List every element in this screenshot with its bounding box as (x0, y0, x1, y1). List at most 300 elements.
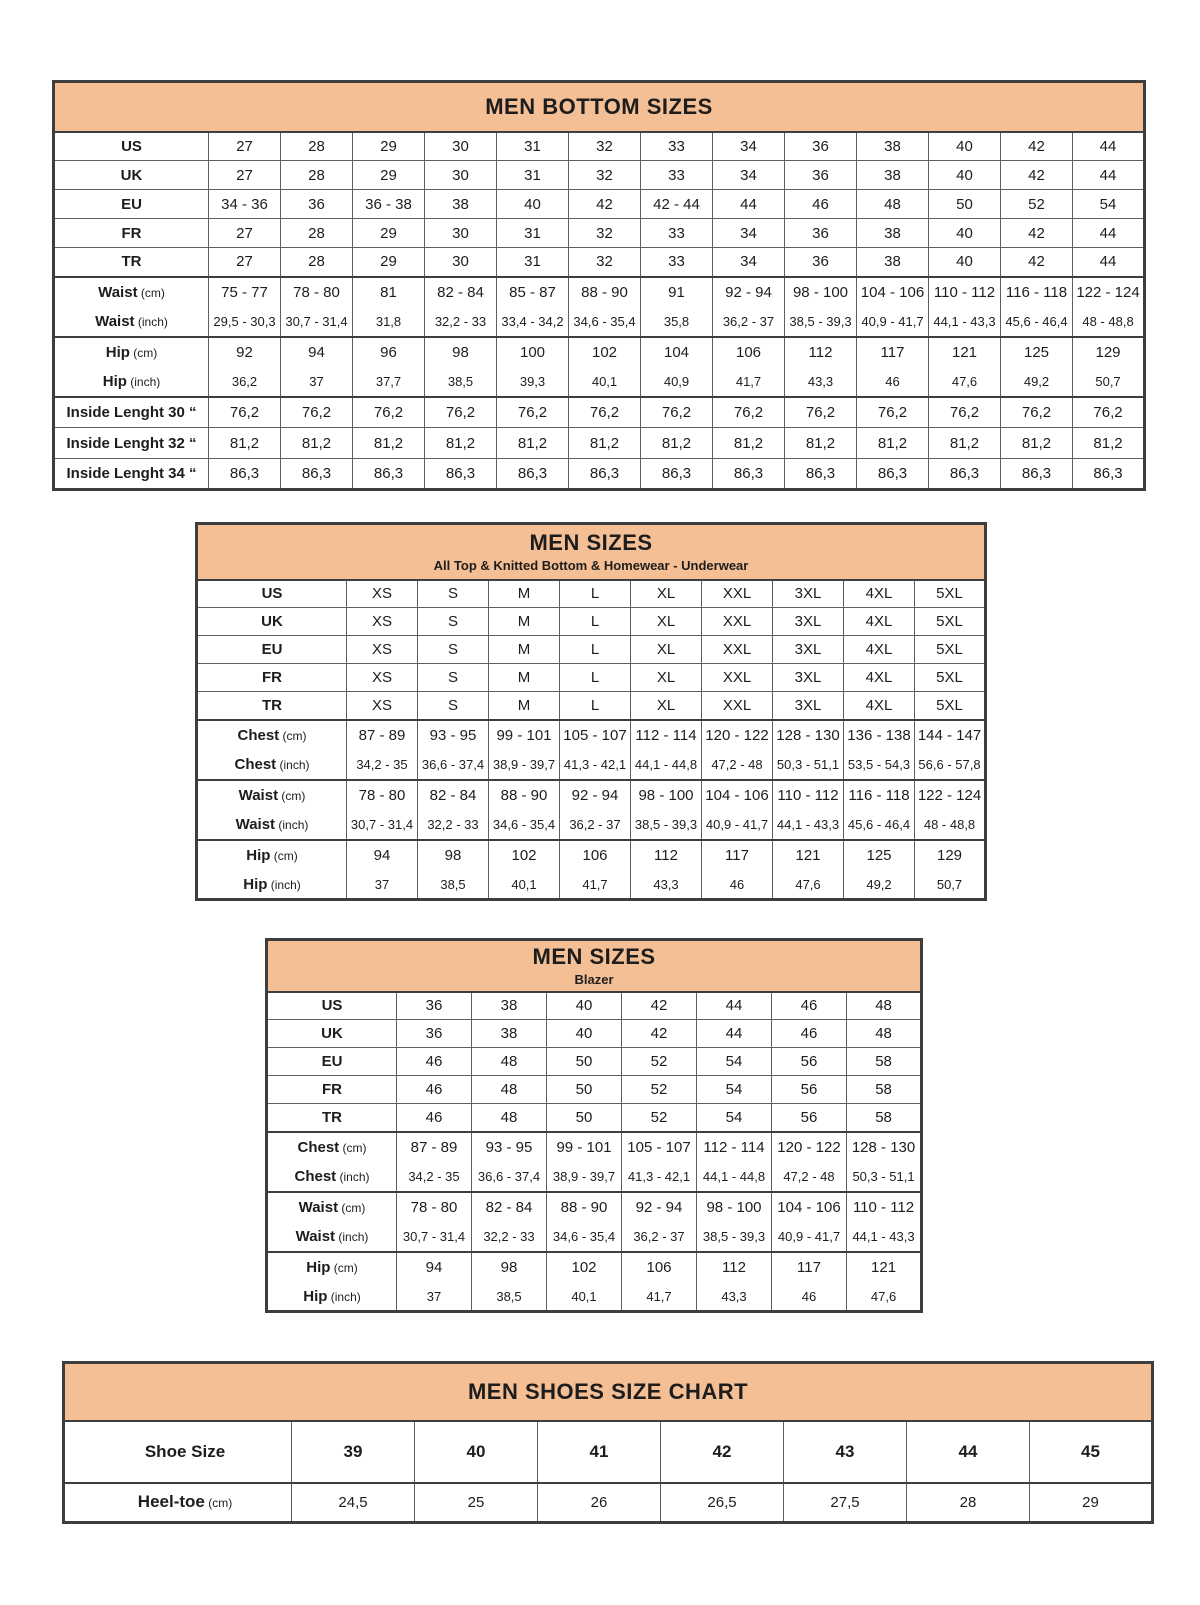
value-cell: 4XL (844, 580, 915, 608)
value-cell: 44 (697, 1020, 772, 1048)
value-cell: M (489, 580, 560, 608)
value-cell: 98 - 100 (631, 780, 702, 811)
value-cell: 110 - 112 (773, 780, 844, 811)
value-cell: 86,3 (425, 459, 497, 490)
value-cell: 44 (907, 1421, 1030, 1483)
value-cell: 42 (622, 1020, 697, 1048)
value-cell: 42 (1001, 132, 1073, 161)
row-label (267, 1192, 397, 1223)
row-label (54, 397, 209, 428)
value-cell: 86,3 (209, 459, 281, 490)
value-cell: 4XL (844, 636, 915, 664)
value-cell: XS (347, 608, 418, 636)
value-cell: 129 (915, 840, 986, 871)
row-label-text: TR (262, 696, 282, 714)
row-label-text: Chest (294, 1168, 337, 1185)
value-cell: 40 (929, 161, 1001, 190)
value-cell: 38,5 (418, 871, 489, 900)
value-cell: 50 (929, 190, 1001, 219)
men-bottom-sizes-header (54, 82, 1145, 132)
value-cell: 33 (641, 219, 713, 248)
row-label-text: TR (121, 253, 142, 271)
value-cell: 31 (497, 219, 569, 248)
value-cell: 128 - 130 (773, 720, 844, 751)
value-cell: 78 - 80 (281, 277, 353, 308)
value-cell: 75 - 77 (209, 277, 281, 308)
value-cell: 36,2 - 37 (713, 308, 785, 337)
value-cell: 48 (472, 1076, 547, 1104)
value-cell: 86,3 (785, 459, 857, 490)
value-cell: 98 (425, 337, 497, 368)
value-cell: S (418, 608, 489, 636)
value-cell: 56,6 - 57,8 (915, 751, 986, 780)
value-cell: 121 (929, 337, 1001, 368)
row-label (54, 368, 209, 397)
value-cell: 48 - 48,8 (1073, 308, 1145, 337)
row-label (267, 992, 397, 1020)
value-cell: 42 (622, 992, 697, 1020)
value-cell: 36,6 - 37,4 (472, 1163, 547, 1192)
value-cell: 38 (857, 219, 929, 248)
row-label-text: Hip (246, 847, 271, 864)
value-cell: 92 (209, 337, 281, 368)
value-cell: 36 (785, 248, 857, 277)
value-cell: XS (347, 664, 418, 692)
row-label (267, 1104, 397, 1132)
value-cell: 40,9 - 41,7 (702, 811, 773, 840)
value-cell: 34 (713, 248, 785, 277)
value-cell: 94 (397, 1252, 472, 1283)
row-label-text: FR (121, 224, 142, 242)
value-cell: 40 (497, 190, 569, 219)
value-cell: S (418, 692, 489, 720)
value-cell: 32 (569, 248, 641, 277)
value-cell: 86,3 (1073, 459, 1145, 490)
value-cell: XL (631, 580, 702, 608)
value-cell: 45,6 - 46,4 (844, 811, 915, 840)
value-cell: S (418, 636, 489, 664)
men-sizes-tops-header (197, 524, 986, 580)
value-cell: 58 (847, 1104, 922, 1132)
value-cell: 47,2 - 48 (702, 751, 773, 780)
value-cell: 52 (1001, 190, 1073, 219)
table-title: MEN BOTTOM SIZES (485, 93, 713, 119)
value-cell: 112 (697, 1252, 772, 1283)
value-cell: 81,2 (569, 428, 641, 459)
value-cell: 44,1 - 43,3 (847, 1223, 922, 1252)
row-label (64, 1421, 292, 1483)
value-cell: 106 (560, 840, 631, 871)
value-cell: 44 (1073, 248, 1145, 277)
row-label (54, 337, 209, 368)
value-cell: L (560, 636, 631, 664)
value-cell: 38 (425, 190, 497, 219)
row-label-text: Inside Lenght 30 “ (66, 403, 197, 421)
value-cell: 42 (569, 190, 641, 219)
value-cell: 3XL (773, 664, 844, 692)
value-cell: 29 (353, 219, 425, 248)
value-cell: 129 (1073, 337, 1145, 368)
value-cell: 37 (281, 368, 353, 397)
value-cell: 34 (713, 219, 785, 248)
value-cell: 48 (472, 1048, 547, 1076)
value-cell: XS (347, 636, 418, 664)
value-cell: 38 (472, 992, 547, 1020)
value-cell: 38 (857, 161, 929, 190)
value-cell: 49,2 (844, 871, 915, 900)
value-cell: 81,2 (785, 428, 857, 459)
value-cell: 5XL (915, 664, 986, 692)
value-cell: 28 (281, 219, 353, 248)
value-cell: 81,2 (857, 428, 929, 459)
value-cell: 98 - 100 (697, 1192, 772, 1223)
row-label (54, 248, 209, 277)
value-cell: 41 (538, 1421, 661, 1483)
value-cell: 88 - 90 (569, 277, 641, 308)
value-cell: 76,2 (353, 397, 425, 428)
value-cell: 27 (209, 132, 281, 161)
value-cell: 31 (497, 132, 569, 161)
value-cell: 43,3 (785, 368, 857, 397)
value-cell: 44,1 - 44,8 (697, 1163, 772, 1192)
row-label-text: TR (322, 1108, 342, 1126)
value-cell: 144 - 147 (915, 720, 986, 751)
row-label-text: Hip (306, 1259, 331, 1276)
value-cell: 48 (847, 992, 922, 1020)
value-cell: 86,3 (569, 459, 641, 490)
value-cell: L (560, 580, 631, 608)
row-label (267, 1132, 397, 1163)
value-cell: 136 - 138 (844, 720, 915, 751)
value-cell: 27 (209, 219, 281, 248)
row-label (197, 811, 347, 840)
row-label-unit: (cm) (338, 1201, 366, 1215)
value-cell: 30 (425, 161, 497, 190)
value-cell: 32 (569, 161, 641, 190)
value-cell: 56 (772, 1048, 847, 1076)
row-label (197, 608, 347, 636)
value-cell: 82 - 84 (472, 1192, 547, 1223)
value-cell: 33 (641, 161, 713, 190)
value-cell: 99 - 101 (547, 1132, 622, 1163)
value-cell: 87 - 89 (397, 1132, 472, 1163)
value-cell: 56 (772, 1104, 847, 1132)
value-cell: 27,5 (784, 1483, 907, 1523)
value-cell: 128 - 130 (847, 1132, 922, 1163)
row-label-text: FR (322, 1081, 342, 1098)
value-cell: 110 - 112 (929, 277, 1001, 308)
value-cell: 40,9 (641, 368, 713, 397)
value-cell: 38,5 (425, 368, 497, 397)
value-cell: 38,5 (472, 1283, 547, 1312)
value-cell: 48 (472, 1104, 547, 1132)
row-label (197, 751, 347, 780)
value-cell: 91 (641, 277, 713, 308)
row-label-unit: (inch) (336, 1170, 370, 1184)
value-cell: 4XL (844, 664, 915, 692)
row-label-unit: (inch) (134, 315, 168, 329)
value-cell: 42 (1001, 161, 1073, 190)
value-cell: 116 - 118 (844, 780, 915, 811)
row-label-unit: (cm) (270, 849, 298, 863)
value-cell: 27 (209, 161, 281, 190)
value-cell: 104 - 106 (857, 277, 929, 308)
value-cell: 88 - 90 (547, 1192, 622, 1223)
row-label (197, 636, 347, 664)
row-label (197, 871, 347, 900)
value-cell: 44 (1073, 219, 1145, 248)
value-cell: 43,3 (697, 1283, 772, 1312)
value-cell: 50 (547, 1048, 622, 1076)
value-cell: 29 (353, 161, 425, 190)
row-label (197, 664, 347, 692)
value-cell: 117 (772, 1252, 847, 1283)
value-cell: 32 (569, 219, 641, 248)
value-cell: 24,5 (292, 1483, 415, 1523)
value-cell: 81,2 (929, 428, 1001, 459)
value-cell: 34,6 - 35,4 (569, 308, 641, 337)
value-cell: XS (347, 692, 418, 720)
row-label (267, 1163, 397, 1192)
value-cell: 102 (489, 840, 560, 871)
value-cell: 50 (547, 1104, 622, 1132)
value-cell: 86,3 (929, 459, 1001, 490)
value-cell: 76,2 (785, 397, 857, 428)
value-cell: 36 (397, 1020, 472, 1048)
value-cell: 38 (857, 248, 929, 277)
row-label-text: Chest (237, 727, 280, 744)
value-cell: 76,2 (569, 397, 641, 428)
value-cell: 30 (425, 248, 497, 277)
value-cell: XXL (702, 692, 773, 720)
value-cell: 46 (785, 190, 857, 219)
value-cell: 52 (622, 1048, 697, 1076)
value-cell: 39 (292, 1421, 415, 1483)
value-cell: 81,2 (353, 428, 425, 459)
value-cell: 28 (281, 132, 353, 161)
row-label (54, 219, 209, 248)
value-cell: 81,2 (713, 428, 785, 459)
value-cell: 40 (929, 219, 1001, 248)
value-cell: 87 - 89 (347, 720, 418, 751)
value-cell: 92 - 94 (713, 277, 785, 308)
value-cell: 76,2 (425, 397, 497, 428)
value-cell: 44 (1073, 132, 1145, 161)
value-cell: 81,2 (497, 428, 569, 459)
value-cell: 125 (844, 840, 915, 871)
value-cell: 94 (281, 337, 353, 368)
value-cell: 46 (702, 871, 773, 900)
value-cell: 86,3 (713, 459, 785, 490)
value-cell: 33,4 - 34,2 (497, 308, 569, 337)
value-cell: 82 - 84 (425, 277, 497, 308)
row-label-text: Inside Lenght 34 “ (66, 465, 197, 482)
value-cell: 38,5 - 39,3 (785, 308, 857, 337)
value-cell: 38,5 - 39,3 (631, 811, 702, 840)
value-cell: 3XL (773, 580, 844, 608)
row-label-unit: (cm) (204, 1496, 233, 1511)
row-label (54, 459, 209, 490)
value-cell: 34,2 - 35 (397, 1163, 472, 1192)
value-cell: 99 - 101 (489, 720, 560, 751)
value-cell: 105 - 107 (622, 1132, 697, 1163)
row-label-text: UK (261, 613, 283, 630)
row-label-unit: (cm) (339, 1141, 367, 1155)
value-cell: 27 (209, 248, 281, 277)
value-cell: 31 (497, 161, 569, 190)
value-cell: 30,7 - 31,4 (397, 1223, 472, 1252)
men-bottom-sizes-table (52, 80, 1146, 491)
value-cell: 45,6 - 46,4 (1001, 308, 1073, 337)
value-cell: 40,1 (569, 368, 641, 397)
value-cell: 54 (697, 1104, 772, 1132)
value-cell: 38,9 - 39,7 (489, 751, 560, 780)
value-cell: M (489, 636, 560, 664)
value-cell: XL (631, 608, 702, 636)
value-cell: XXL (702, 580, 773, 608)
men-shoes-size-chart-table (62, 1361, 1154, 1524)
row-label-text: Heel-toe (137, 1492, 205, 1512)
row-label (54, 161, 209, 190)
value-cell: 41,7 (560, 871, 631, 900)
value-cell: 31 (497, 248, 569, 277)
value-cell: 92 - 94 (560, 780, 631, 811)
row-label-text: Inside Lenght 32 “ (66, 434, 197, 452)
value-cell: 54 (1073, 190, 1145, 219)
value-cell: 98 (418, 840, 489, 871)
value-cell: 92 - 94 (622, 1192, 697, 1223)
value-cell: 86,3 (1001, 459, 1073, 490)
row-label (267, 1283, 397, 1312)
value-cell: 42 (661, 1421, 784, 1483)
value-cell: 45 (1030, 1421, 1153, 1483)
value-cell: 3XL (773, 636, 844, 664)
row-label-text: Hip (105, 344, 130, 361)
value-cell: 36 - 38 (353, 190, 425, 219)
value-cell: 28 (907, 1483, 1030, 1523)
men-sizes-blazer-header (267, 940, 922, 992)
value-cell: 29,5 - 30,3 (209, 308, 281, 337)
value-cell: XL (631, 636, 702, 664)
value-cell: 49,2 (1001, 368, 1073, 397)
row-label-text: EU (261, 641, 283, 658)
value-cell: 76,2 (857, 397, 929, 428)
value-cell: 32,2 - 33 (418, 811, 489, 840)
value-cell: 117 (702, 840, 773, 871)
value-cell: 33 (641, 248, 713, 277)
value-cell: 76,2 (1001, 397, 1073, 428)
value-cell: 78 - 80 (397, 1192, 472, 1223)
value-cell: 3XL (773, 692, 844, 720)
value-cell: 30 (425, 219, 497, 248)
value-cell: 40 (415, 1421, 538, 1483)
table-title: MEN SIZES (529, 530, 653, 556)
value-cell: 30 (425, 132, 497, 161)
row-label-unit: (inch) (276, 758, 310, 772)
value-cell: 81,2 (209, 428, 281, 459)
value-cell: 121 (773, 840, 844, 871)
value-cell: 36 (281, 190, 353, 219)
value-cell: 81,2 (1073, 428, 1145, 459)
row-label-text: Waist (98, 284, 138, 301)
value-cell: 44,1 - 43,3 (929, 308, 1001, 337)
value-cell: 29 (353, 248, 425, 277)
value-cell: 46 (397, 1076, 472, 1104)
value-cell: 33 (641, 132, 713, 161)
value-cell: 42 (1001, 219, 1073, 248)
row-label-text: Chest (234, 756, 277, 773)
value-cell: 37 (347, 871, 418, 900)
value-cell: 93 - 95 (472, 1132, 547, 1163)
row-label-text: UK (120, 166, 143, 184)
value-cell: 50 (547, 1076, 622, 1104)
value-cell: 81,2 (641, 428, 713, 459)
value-cell: 36,2 - 37 (560, 811, 631, 840)
value-cell: 105 - 107 (560, 720, 631, 751)
value-cell: 46 (772, 1020, 847, 1048)
value-cell: 40 (929, 248, 1001, 277)
value-cell: 88 - 90 (489, 780, 560, 811)
value-cell: 76,2 (1073, 397, 1145, 428)
value-cell: 58 (847, 1048, 922, 1076)
value-cell: 40,9 - 41,7 (857, 308, 929, 337)
value-cell: 38,5 - 39,3 (697, 1223, 772, 1252)
value-cell: 44 (697, 992, 772, 1020)
value-cell: 36 (785, 132, 857, 161)
value-cell: 34,6 - 35,4 (547, 1223, 622, 1252)
row-label (267, 1076, 397, 1104)
row-label (54, 428, 209, 459)
value-cell: 86,3 (641, 459, 713, 490)
value-cell: 50,7 (1073, 368, 1145, 397)
value-cell: 47,6 (847, 1283, 922, 1312)
row-label-unit: (cm) (330, 1261, 358, 1275)
value-cell: M (489, 692, 560, 720)
row-label (54, 277, 209, 308)
value-cell: 5XL (915, 608, 986, 636)
value-cell: 44 (1073, 161, 1145, 190)
value-cell: 117 (857, 337, 929, 368)
value-cell: 29 (1030, 1483, 1153, 1523)
row-label (267, 1020, 397, 1048)
value-cell: M (489, 608, 560, 636)
value-cell: 76,2 (641, 397, 713, 428)
value-cell: 35,8 (641, 308, 713, 337)
row-label-text: US (321, 997, 343, 1015)
value-cell: 26 (538, 1483, 661, 1523)
value-cell: 50,3 - 51,1 (847, 1163, 922, 1192)
row-label-unit: (inch) (267, 877, 301, 892)
value-cell: 26,5 (661, 1483, 784, 1523)
value-cell: 120 - 122 (772, 1132, 847, 1163)
value-cell: 54 (697, 1048, 772, 1076)
value-cell: 46 (397, 1104, 472, 1132)
value-cell: 43,3 (631, 871, 702, 900)
value-cell: 120 - 122 (702, 720, 773, 751)
row-label (197, 840, 347, 871)
value-cell: 104 (641, 337, 713, 368)
value-cell: 5XL (915, 692, 986, 720)
value-cell: 41,7 (713, 368, 785, 397)
value-cell: 52 (622, 1076, 697, 1104)
value-cell: M (489, 664, 560, 692)
value-cell: 122 - 124 (915, 780, 986, 811)
value-cell: XL (631, 692, 702, 720)
value-cell: 37 (397, 1283, 472, 1312)
row-label-unit: (cm) (278, 789, 306, 803)
table-title: MEN SIZES (532, 944, 656, 970)
value-cell: 48 - 48,8 (915, 811, 986, 840)
